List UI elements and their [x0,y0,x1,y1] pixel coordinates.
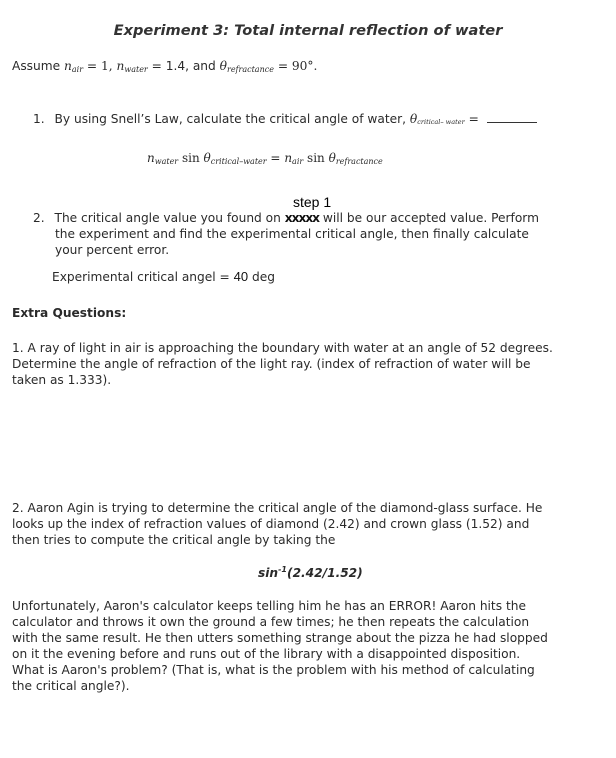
step-annotation: step 1 [293,194,332,210]
question-2-line-1: 2. The critical angle value you found on xxxxx will be our accepted value. Perform [33,211,539,225]
extra-question-1-line: 1. A ray of light in air is approaching the boundary with water at an angle of 52 degrees. [12,341,553,355]
n-water-term: $n_{water}$ [147,151,179,166]
extra-question-1-line: Determine the angle of refraction of the light ray. (index of refraction of water will be [12,357,531,371]
experimental-angle [52,269,275,284]
answer-blank[interactable] [487,113,537,123]
question-2-line-2: the experiment and find the experimental critical angle, then finally calculate [55,227,529,241]
page-title: Experiment 3: Total internal reflection of water [113,22,503,39]
experimental-angle-label: Experimental critical angel = [52,270,230,284]
extra-question-1-line: taken as 1.333). [12,373,112,387]
theta-refractance-value: = 90°. [277,59,318,73]
n-air-term: $n_{air}$ [284,151,304,166]
extra-question-2-continued [12,598,608,694]
experimental-angle-unit: deg [251,270,275,284]
assume-label: Assume [12,59,61,73]
question-1-number: 1. [33,112,45,126]
extra-question-2-line: What is Aaron's problem? (That is, what is the problem with his method of calculating [12,663,535,677]
n-water-symbol: $n_{water}$ [116,59,148,74]
extra-question-2-line: 2. Aaron Agin is trying to determine the critical angle of the diamond-glass surface. He [12,501,543,515]
n-air-value: = 1, [86,59,113,73]
question-2 [33,210,593,258]
theta-refractance-symbol: $\theta_{refractance}$ [219,59,274,74]
extra-question-2-line: with the same result. He then utters something strange about the pizza he had slopped [12,631,548,645]
inverse-sine-formula: $\sin^{-1}(2.42/1.52)$ [258,565,363,581]
extra-question-2-line: on it the evening before and runs out of the library with a disappointed disposition. [12,647,521,661]
question-1-text: By using Snell’s Law, calculate the critical angle of water, [54,112,407,126]
extra-questions-heading: Extra Questions: [12,306,127,320]
question-2-number: 2. [33,211,45,225]
assumptions-line [12,59,317,74]
question-1-equals: = [468,112,479,126]
question-2-line-3: your percent error. [55,243,170,257]
theta-refractance-term: $\theta_{refractance}$ [328,151,383,166]
extra-question-2-line: then tries to compute the critical angle by taking the [12,533,336,547]
experimental-angle-value[interactable]: 40 [233,269,249,284]
snell-equals: = [270,151,281,165]
question-1 [33,112,537,126]
extra-question-2-line: looks up the index of refraction values of diamond (2.42) and crown glass (1.52) and [12,517,530,531]
snell-equation [147,151,383,166]
theta-critical-term: $\theta_{critical-water}$ [203,151,267,166]
extra-question-2-line: the critical angle?). [12,679,130,693]
scribble-mark: xxxxx [284,211,320,225]
n-air-symbol: $n_{air}$ [64,59,84,74]
theta-critical-symbol: $\theta_{critical- water}$ [409,112,465,126]
sin-2: sin [307,151,325,165]
extra-question-1 [12,340,608,388]
n-water-value: = 1.4, and [151,59,216,73]
extra-question-2 [12,500,608,548]
sin-1: sin [181,151,200,165]
extra-question-2-line: calculator and throws it own the ground a few times; he then repeats the calculation [12,615,530,629]
extra-question-2-line: Unfortunately, Aaron's calculator keeps telling him he has an ERROR! Aaron hits the [12,599,526,613]
